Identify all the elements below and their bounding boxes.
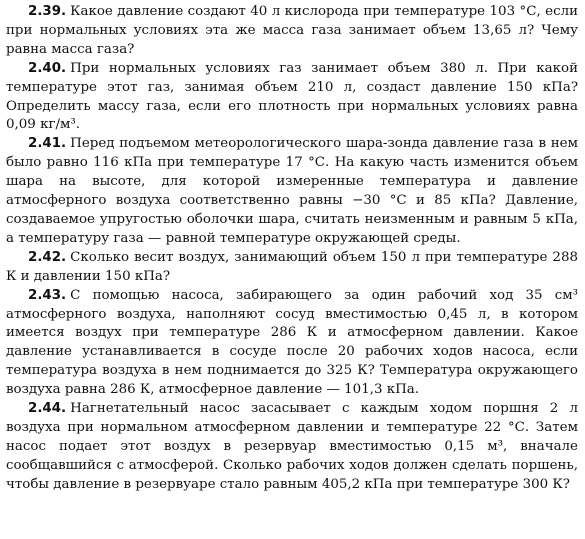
problem-2-39 — [6, 3, 578, 60]
problem-text: Перед подъемом метеорологического шара-зонда давление газа в нем было равно 116 кПа при температуре 17 °С. На какую часть изменится объем шара на высоте, для которой измеренные температура и давление атмосферного воздуха соответственно равны −30 °С и 85 кПа? Давление, создаваемое упругостью оболочки шара, считать неизменным и равным 5 кПа, а температуру газа — равной температуре окружающей среды. — [6, 136, 578, 246]
problem-text: Нагнетательный насос засасывает с каждым ходом поршня 2 л воздуха при нормальном атмосферном давлении и температуре 22 °С. Затем насос подает этот воздух в резервуар вместимостью 0,15 м³, вначале сообщавшийся с атмосферой. Сколько рабочих ходов должен сделать поршень, чтобы давление в резервуаре стало равным 405,2 кПа при температуре 300 К? — [6, 401, 578, 492]
problem-text: Сколько весит воздух, занимающий объем 150 л при температуре 288 К и давлении 150 кПа? — [6, 249, 578, 284]
problem-2-43 — [6, 287, 578, 400]
problem-text: Какое давление создают 40 л кислорода при температуре 103 °С, если при нормальных условиях эта же масса газа занимает объем 13,65 л? Чему равна масса газа? — [6, 4, 578, 57]
problem-number: 2.40. — [28, 60, 67, 76]
problem-text: С помощью насоса, забирающего за один рабочий ход 35 см³ атмосферного воздуха, наполняют сосуд вместимостью 0,45 л, в котором имеется воздух при температуре 286 К и атмосферном давлении. Какое давление устанавливается в сосуде после 20 рабочих ходов насоса, если температура воздуха в нем поднимается до 325 К? Температура окружающего воздуха равна 286 К, атмосферное давление — 101,3 кПа. — [6, 287, 578, 398]
problem-number: 2.42. — [28, 249, 67, 265]
problem-2-44 — [6, 400, 578, 495]
problem-2-40 — [6, 60, 578, 136]
problem-text: При нормальных условиях газ занимает объем 380 л. При какой температуре этот газ, занимая объем 210 л, создаст давление 150 кПа? Определить массу газа, если его плотность при нормальных условиях равна 0,09 кг/м³. — [6, 60, 578, 133]
problem-number: 2.39. — [28, 4, 67, 19]
problem-2-42 — [6, 249, 578, 287]
problem-number: 2.43. — [28, 287, 67, 303]
problem-number: 2.41. — [28, 136, 67, 152]
problem-2-41 — [6, 135, 578, 248]
problem-number: 2.44. — [28, 401, 67, 417]
